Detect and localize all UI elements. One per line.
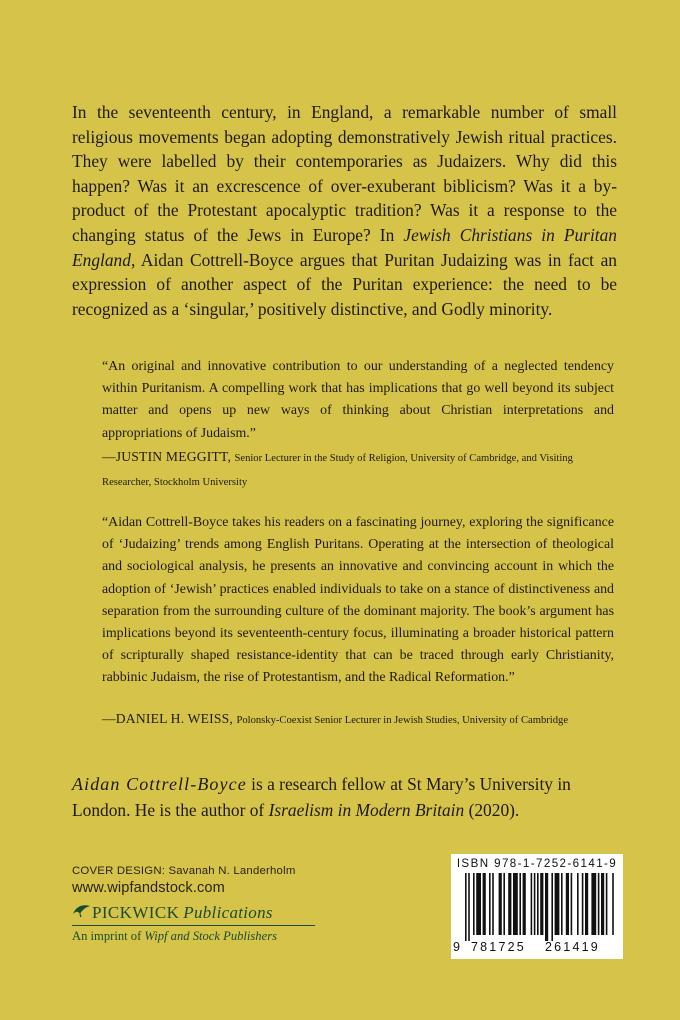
barcode-bar xyxy=(473,873,475,935)
description-part-1: In the seventeenth century, in England, a remarkable number of small religious movements began adopting demonstratively Jewish ritual practices. They were labelled by their contemporaries as Judaizers. Why did this happen? Was it an excrescence of over-exuberant biblicism? Was it a by-product of the Protestant apocalyptic tradition? Was it a response to the changing status of the Jews in Europe? In xyxy=(72,102,617,245)
barcode-digit-prefix: 9 xyxy=(453,940,460,954)
endorser-role: Senior Lecturer in the Study of Religion, University of Cambridge, and Visiting Researcher, Stockholm University xyxy=(102,453,573,488)
barcode-bar xyxy=(531,873,533,935)
bio-text-2: (2020). xyxy=(464,799,520,820)
endorsement-attribution-2 xyxy=(102,708,622,732)
barcode-bar xyxy=(499,873,502,935)
barcode-bar xyxy=(577,873,579,935)
endorser-name: —DANIEL H. WEISS, xyxy=(102,711,234,726)
barcode-bar xyxy=(503,873,505,935)
barcode-bar xyxy=(551,873,553,941)
barcode-bar xyxy=(545,873,548,941)
barcode-bar xyxy=(489,873,491,935)
imprint-line xyxy=(72,928,332,944)
barcode-bar xyxy=(476,873,481,935)
barcode-bar xyxy=(534,873,536,935)
barcode-bar xyxy=(566,873,569,935)
barcode-bar xyxy=(513,873,518,935)
book-title: Jewish Christians in Puritan England xyxy=(72,224,618,270)
barcode-bar xyxy=(585,873,588,935)
barcode-bar xyxy=(508,873,511,935)
barcode-digits-left: 781725 xyxy=(471,940,526,954)
barcode-bar xyxy=(537,873,539,935)
endorsement-attribution-1 xyxy=(102,446,622,493)
cover-design-credit: COVER DESIGN: Savanah N. Landerholm xyxy=(72,865,296,877)
publisher-logo xyxy=(72,902,332,923)
bio-text-1: is a research fellow at St Mary’s University in London. He is the author of xyxy=(72,774,571,820)
barcode-bar xyxy=(523,873,526,935)
imprint-name: Wipf and Stock Publishers xyxy=(144,929,277,943)
publisher-rule xyxy=(72,925,315,926)
barcode-bar xyxy=(540,873,543,935)
barcode-bar xyxy=(591,873,596,935)
leaf-logo-icon xyxy=(72,902,92,923)
barcode-bar xyxy=(598,873,600,935)
barcode-bar xyxy=(483,873,486,935)
barcode-bar xyxy=(465,873,467,941)
endorser-name: —JUSTIN MEGGITT, xyxy=(102,449,232,464)
description-part-2: , Aidan Cottrell-Boyce argues that Puritan Judaizing was in fact an expression of another aspect of the Puritan experience: the need to be recognized as a ‘singular,’ positively distinctive, and Godly minority. xyxy=(72,249,617,319)
publisher-imprint xyxy=(72,902,332,944)
barcode-bar xyxy=(582,873,584,935)
isbn-label: ISBN 978-1-7252-6141-9 xyxy=(456,857,618,870)
barcode-bar xyxy=(492,873,494,935)
barcode-bar xyxy=(571,873,573,935)
publisher-website: www.wipfandstock.com xyxy=(72,880,225,896)
imprint-prefix: An imprint of xyxy=(72,929,145,943)
barcode-bar xyxy=(606,873,608,935)
barcode-bars xyxy=(459,873,615,941)
barcode-bar xyxy=(468,873,470,941)
author-previous-book: Israelism in Modern Britain xyxy=(268,799,465,820)
barcode-bar xyxy=(601,873,604,935)
book-description xyxy=(72,100,617,321)
author-bio xyxy=(72,772,632,823)
barcode-bar xyxy=(519,873,521,935)
endorsement-quote-1: “An original and innovative contribution to our understanding of a neglected tendency within Puritanism. A compelling work that has implications that go well beyond its subject matter and opens up new ways of thinking about Christian interpretations and appropriations of Judaism.” xyxy=(102,359,614,441)
barcode-bar xyxy=(555,873,560,935)
barcode-bar xyxy=(561,873,563,935)
endorser-role: Polonsky-Coexist Senior Lecturer in Jewish Studies, University of Cambridge xyxy=(236,715,569,726)
author-name: Aidan Cottrell-Boyce xyxy=(72,774,247,794)
barcode-digits-right: 261419 xyxy=(545,940,600,954)
barcode-bar xyxy=(612,873,614,935)
publisher-subname: Publications xyxy=(183,903,273,922)
endorsement-quote-2: “Aidan Cottrell-Boyce takes his readers on a fascinating journey, exploring the significance of ‘Judaizing’ trends among English Puritans. Operating at the intersection of theological and sociological analysis, he presents an innovative and convincing account in which the adoption of ‘Jewish’ practices enabled individuals to take on a stance of distinctiveness and separation from the surrounding culture of the dominant majority. The book’s argument has implications beyond its seventeenth-century focus, illuminating a broader historical pattern of scripturally shaped resistance-identity that can be traced through early Christianity, rabbinic Judaism, the rise of Protestantism, and the Radical Reformation.” xyxy=(102,515,614,686)
isbn-barcode xyxy=(451,854,623,959)
credits xyxy=(72,864,372,898)
publisher-name: PICKWICK xyxy=(92,903,180,922)
